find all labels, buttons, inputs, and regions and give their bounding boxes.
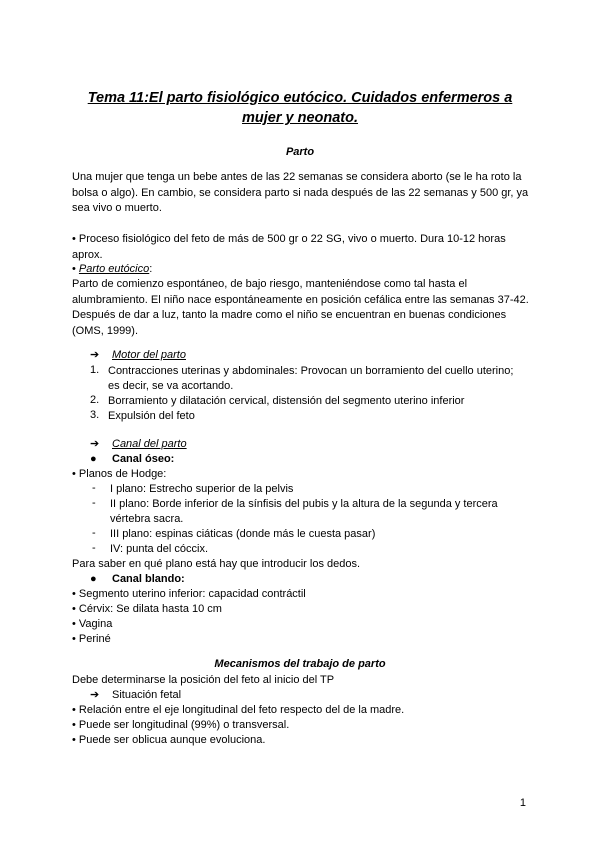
dash-marker: - [92, 527, 96, 539]
canal-oseo-label: Canal óseo: [112, 453, 175, 465]
blando-item: • Periné [72, 633, 111, 645]
mecanismos-item: • Puede ser longitudinal (99%) o transversal. [72, 719, 290, 731]
motor-item-number: 1. [90, 364, 100, 376]
dash-marker: - [92, 482, 96, 494]
motor-item-number: 2. [90, 394, 100, 406]
hodge-plano: II plano: Borde inferior de la sínfisis del pubis y la altura de la segunda y tercera [110, 498, 498, 510]
intro-paragraph: Una mujer que tenga un bebe antes de las 22 semanas se considera aborto (se le ha roto la bolsa o algo). En cambio, se considera parto si nada después de las 22 semanas y 500 gr, ya sea vivo o muerto. [72, 171, 529, 214]
motor-item: Borramiento y dilatación cervical, distensión del segmento uterino inferior [108, 395, 465, 407]
bullet-eutocico [72, 262, 152, 277]
hodge-plano-continuation: vértebra sacra. [110, 513, 184, 525]
motor-label: Motor del parto [112, 349, 186, 361]
bullet-eutocico-suffix: : [149, 263, 153, 275]
motor-heading [90, 348, 186, 363]
motor-item: Contracciones uterinas y abdominales: Provocan un borramiento del cuello uterino; [108, 365, 514, 377]
mecanismos-heading: Mecanismos del trabajo de parto [214, 658, 386, 670]
document-title: Tema 11:El parto fisiológico eutócico. Cuidados enfermeros a mujer y neonato. [87, 90, 513, 126]
blando-item: • Cérvix: Se dilata hasta 10 cm [72, 603, 222, 615]
bullet-eutocico-label: Parto eutócico [78, 263, 150, 275]
canal-blando [90, 572, 185, 587]
page-number: 1 [519, 797, 526, 809]
dash-marker: - [92, 497, 96, 509]
bullet-dot-icon: ● [90, 453, 97, 465]
motor-item-continuation: es decir, se va acortando. [108, 380, 234, 392]
situacion-label: Situación fetal [112, 689, 182, 701]
bullet-dot-icon: ● [90, 573, 97, 585]
hodge-plano: III plano: espinas ciáticas (donde más le cuesta pasar) [110, 528, 376, 540]
mecanismos-intro: Debe determinarse la posición del feto al inicio del TP [72, 674, 335, 686]
canal-label: Canal del parto [112, 438, 187, 450]
blando-item: • Segmento uterino inferior: capacidad contráctil [72, 588, 306, 600]
arrow-icon: ➔ [90, 438, 100, 450]
canal-blando-label: Canal blando: [112, 573, 185, 585]
mecanismos-item: • Puede ser oblicua aunque evoluciona. [72, 734, 266, 746]
eutocico-definition: Parto de comienzo espontáneo, de bajo riesgo, manteniéndose como tal hasta el alumbramiento. El niño nace espontáneamente en posición cefálica entre las semanas 37-42. Después de dar a luz, tanto la madre como el niño se encuentran en buenas condiciones (OMS, 1999). [72, 278, 529, 337]
situacion-fetal [90, 688, 181, 703]
canal-oseo [90, 452, 174, 467]
saber-note: Para saber en qué plano está hay que introducir los dedos. [72, 558, 361, 570]
hodge-plano: IV: punta del cóccix. [110, 543, 209, 555]
mecanismos-item: • Relación entre el eje longitudinal del feto respecto del de la madre. [72, 704, 405, 716]
hodge-heading: • Planos de Hodge: [72, 468, 167, 480]
arrow-icon: ➔ [90, 689, 100, 701]
blando-item: • Vagina [72, 618, 113, 630]
motor-item-number: 3. [90, 409, 100, 421]
dash-marker: - [92, 542, 96, 554]
bullet-eutocico-prefix: • [72, 263, 79, 275]
motor-item: Expulsión del feto [108, 410, 195, 422]
bullet-proceso: • Proceso fisiológico del feto de más de 500 gr o 22 SG, vivo o muerto. Dura 10-12 horas aprox. [72, 233, 506, 261]
hodge-plano: I plano: Estrecho superior de la pelvis [110, 483, 294, 495]
canal-heading [90, 437, 187, 452]
arrow-icon: ➔ [90, 349, 100, 361]
section-heading-parto: Parto [285, 146, 315, 158]
